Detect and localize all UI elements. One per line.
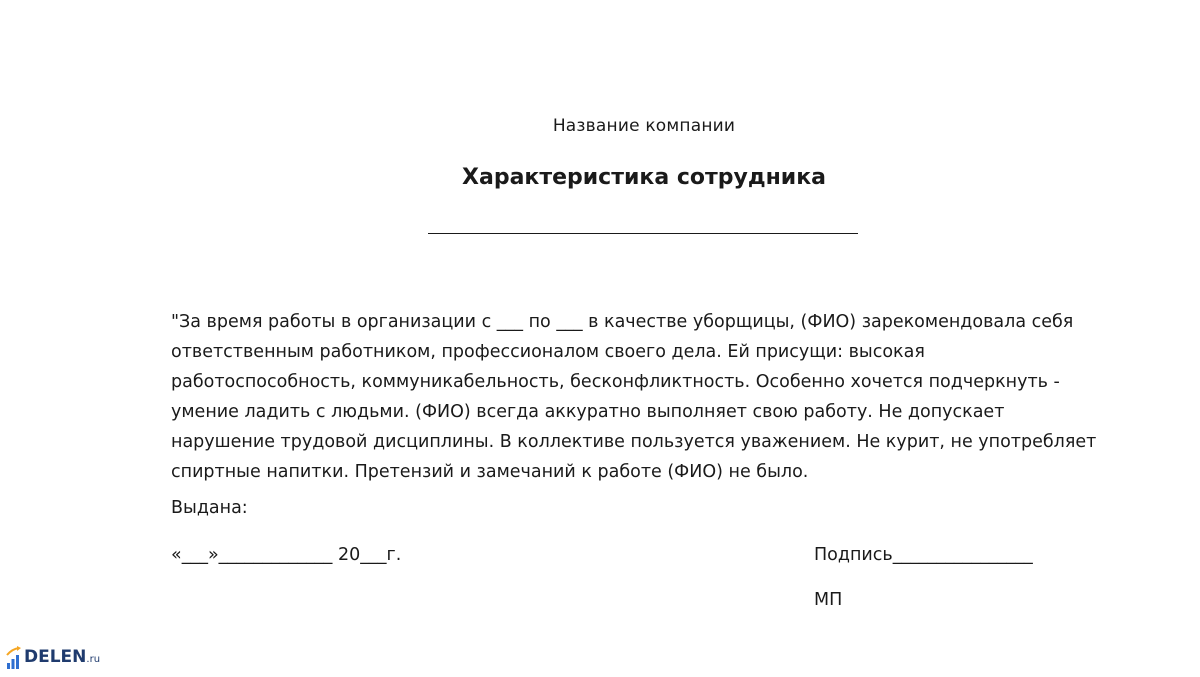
body-line: спиртные напитки. Претензий и замечаний к работе (ФИО) не было. xyxy=(171,462,809,482)
body-line: "За время работы в организации с ___ по ___ в качестве уборщицы, (ФИО) зарекомендовала себя xyxy=(171,312,1074,332)
issued-label: Выдана: xyxy=(171,498,248,518)
logo-text: DELEN.ru xyxy=(24,647,101,667)
body-line: ответственным работником, профессионалом своего дела. Ей присущи: высокая xyxy=(171,342,925,362)
company-name: Название компании xyxy=(552,116,736,136)
body-line: работоспособность, коммуникабельность, бесконфликтность. Особенно хочется подчеркнуть - xyxy=(171,372,1060,392)
document-title: Характеристика сотрудника xyxy=(462,165,826,190)
body-line: умение ладить с людьми. (ФИО) всегда аккуратно выполняет свою работу. Не допускает xyxy=(171,402,1005,422)
signature-field: Подпись________________ xyxy=(814,545,1033,565)
delen-logo xyxy=(6,640,100,670)
date-field: «___»_____________ 20___г. xyxy=(171,545,402,565)
employee-name-blank-line xyxy=(428,233,858,234)
stamp-label: МП xyxy=(814,590,843,610)
body-paragraph xyxy=(171,307,1121,487)
body-line: нарушение трудовой дисциплины. В коллективе пользуется уважением. Не курит, не употребляет xyxy=(171,432,1097,452)
bar-chart-arrow-icon xyxy=(6,646,22,670)
